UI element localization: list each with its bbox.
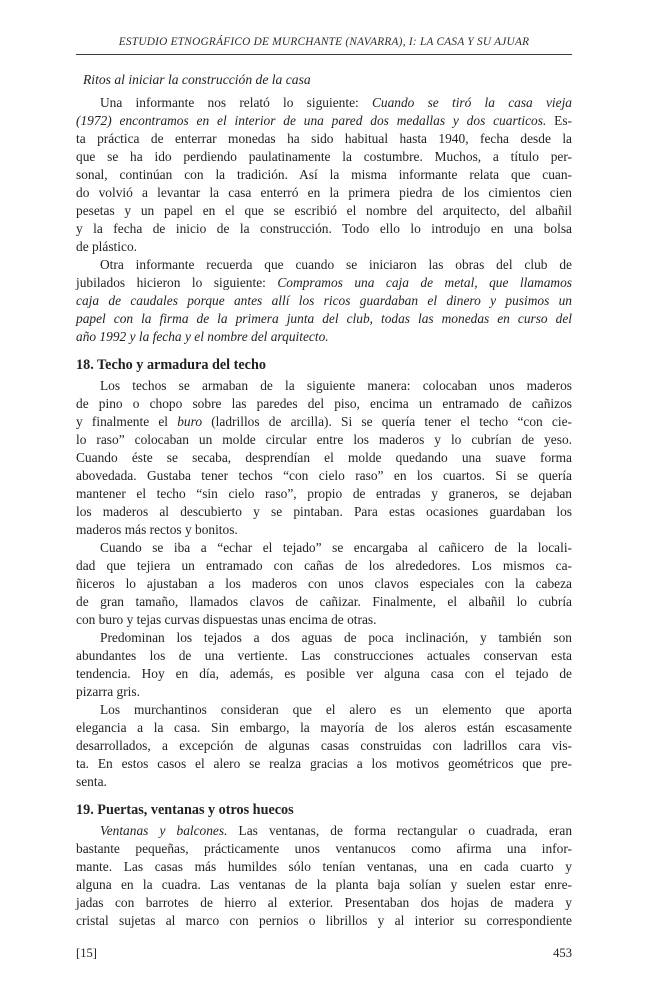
text-run: Cuando éste se secaba, desprendían el molde quedando una suave forma <box>76 450 572 465</box>
paragraph <box>76 377 572 539</box>
paragraph <box>76 94 572 256</box>
text-line <box>76 292 572 310</box>
text-run: Los murchantinos consideran que el alero es un elemento que aporta <box>100 702 572 717</box>
text-run: ta. En estos casos el alero se realza gracias a los motivos geométricos que pre- <box>76 756 572 771</box>
text-line <box>76 220 572 238</box>
text-line <box>76 112 572 130</box>
text-run: Es- <box>546 113 573 128</box>
text-line <box>76 858 572 876</box>
text-run: senta. <box>76 774 107 789</box>
text-line <box>76 94 572 112</box>
text-line <box>76 876 572 894</box>
text-run: Otra informante recuerda que cuando se iniciaron las obras del club de <box>100 257 572 272</box>
text-run: pizarra gris. <box>76 684 140 699</box>
text-run: los maderos al descubierto y se pintaban. Para estas ocasiones guardaban los <box>76 504 572 519</box>
paragraph <box>76 629 572 701</box>
text-run: lo raso” colocaban un molde circular entre los maderos y lo cubrían de yeso. <box>76 432 572 447</box>
text-line <box>76 912 572 930</box>
text-run: alguna en la cuadra. Las ventanas de la planta baja solían y suelen estar enre- <box>76 877 572 892</box>
text-run: tendencia. Hoy en día, además, es posible ver alguna casa con el tejado de <box>76 666 572 681</box>
text-run: buro <box>177 414 203 429</box>
text-run: mantener el techo “sin cielo raso”, propio de entradas y graneros, se dejaban <box>76 486 572 501</box>
text-line <box>76 575 572 593</box>
text-line <box>76 557 572 575</box>
text-run: Una informante nos relató lo siguiente: <box>100 95 372 110</box>
text-line <box>76 822 572 840</box>
text-run: sonal, continúan con la tradición. Así la misma informante relata que cuan- <box>76 167 572 182</box>
text-run: y finalmente el <box>76 414 178 429</box>
text-line <box>76 521 572 539</box>
text-line <box>76 166 572 184</box>
paragraph <box>76 701 572 791</box>
text-run: con buro y tejas curvas dispuestas unas encima de otras. <box>76 612 377 627</box>
text-line <box>76 611 572 629</box>
text-line <box>76 328 572 346</box>
paragraph <box>76 822 572 930</box>
text-line <box>76 503 572 521</box>
text-run: de pino o chopo sobre las paredes del piso, encima un entramado de cañizos <box>76 396 572 411</box>
text-run: dad que tejiera un entramado con cañas de los alrededores. Los mismos ca- <box>76 558 572 573</box>
text-line <box>76 202 572 220</box>
text-line <box>76 647 572 665</box>
page-content <box>76 71 572 930</box>
text-run: ta práctica de enterrar monedas ha sido habitual hasta 1940, fecha desde la <box>76 131 572 146</box>
text-run: Cuando se tiró la casa vieja <box>371 95 572 110</box>
paragraph <box>76 539 572 629</box>
text-line <box>76 395 572 413</box>
text-column <box>76 36 572 930</box>
text-run: papel con la firma de la primera junta del club, todas las monedas en curso del <box>76 311 572 326</box>
text-run: ñiceros lo ajustaban a los maderos con unos clavos especiales con la cabeza <box>76 576 572 591</box>
text-run: caja de caudales porque antes allí los ricos guardaban el dinero y pusimos un <box>76 293 572 308</box>
text-run: jadas con barrotes de hierro al exterior. Presentaban dos hojas de madera y <box>76 895 572 910</box>
text-run: elegancia a la casa. Sin embargo, la mayoría de los aleros están escasamente <box>76 720 572 735</box>
text-run: Las ventanas, de forma rectangular o cuadrada, eran <box>227 823 573 838</box>
text-line <box>76 485 572 503</box>
text-run: do volvió a levantar la casa enterró en la primera piedra de los cimientos cien <box>76 185 572 200</box>
text-line <box>76 449 572 467</box>
footer-page-number: 453 <box>553 946 572 960</box>
header-rule <box>76 54 572 55</box>
page-footer <box>76 946 572 961</box>
text-run: pesetas y un papel en el que se escribió el nombre del arquitecto, del albañil <box>76 203 572 218</box>
text-run: año 1992 y la fecha y el nombre del arquitecto. <box>76 329 329 344</box>
text-line <box>76 755 572 773</box>
text-run: cristal sujetas al marco con pernios o librillos y al interior su correspondiente <box>76 913 572 928</box>
text-line <box>76 377 572 395</box>
text-line <box>76 274 572 292</box>
text-line <box>76 238 572 256</box>
text-run: Cuando se iba a “echar el tejado” se encargaba al cañicero de la locali- <box>100 540 572 555</box>
text-line <box>76 665 572 683</box>
text-line <box>76 130 572 148</box>
text-run: que se ha ido perdiendo paulatinamente la costumbre. Muchos, a título per- <box>76 149 572 164</box>
section-heading: 19. Puertas, ventanas y otros huecos <box>76 802 294 818</box>
text-run: (1972) encontramos en el interior de una pared dos medallas y dos cuarticos. <box>76 113 547 128</box>
footer-folio-left: [15] <box>76 946 97 960</box>
text-line <box>76 431 572 449</box>
text-line <box>76 310 572 328</box>
text-run: bastante pequeñas, prácticamente unos ventanucos como afirma una infor- <box>76 841 572 856</box>
text-run: Los techos se armaban de la siguiente manera: colocaban unos maderos <box>100 378 572 393</box>
text-line <box>76 256 572 274</box>
text-run: desarrollados, a excepción de algunas casas construidas con ladrillos cara vis- <box>76 738 572 753</box>
text-line <box>76 840 572 858</box>
text-line <box>76 148 572 166</box>
text-line <box>76 894 572 912</box>
text-line <box>76 629 572 647</box>
text-line <box>76 467 572 485</box>
text-run: de gran tamaño, llamados clavos de cañizar. Finalmente, el albañil lo cubría <box>76 594 572 609</box>
text-run: Ventanas y balcones. <box>100 823 228 838</box>
text-run: (ladrillos de arcilla). Si se quería tener el techo “con cie- <box>202 414 572 429</box>
text-run: abovedada. Gustaba tener techos “con cielo raso” en los cuartos. Si se quería <box>76 468 572 483</box>
section-heading: 18. Techo y armadura del techo <box>76 357 266 373</box>
text-run: y la fecha de inicio de la construcción. Todo ello lo introdujo en una bolsa <box>76 221 572 236</box>
text-run: mante. Las casas más humildes sólo tenían ventanas, una en cada cuarto y <box>76 859 572 874</box>
text-line <box>76 683 572 701</box>
text-line <box>76 737 572 755</box>
text-line <box>76 701 572 719</box>
text-line <box>76 413 572 431</box>
text-run: jubilados hicieron lo siguiente: <box>76 275 278 290</box>
text-line <box>76 593 572 611</box>
text-run: abundantes los de una vertiente. Las construcciones actuales conservan esta <box>76 648 572 663</box>
text-line <box>76 184 572 202</box>
text-run: Compramos una caja de metal, que llamamos <box>277 275 573 290</box>
text-line <box>76 539 572 557</box>
text-run: de plástico. <box>76 239 137 254</box>
paragraph <box>76 256 572 346</box>
subheading: Ritos al iniciar la construcción de la casa <box>83 72 311 87</box>
text-line <box>76 719 572 737</box>
text-run: maderos más rectos y bonitos. <box>76 522 238 537</box>
running-head: ESTUDIO ETNOGRÁFICO DE MURCHANTE (NAVARRA), I: LA CASA Y SU AJUAR <box>118 36 530 48</box>
text-line <box>76 773 572 791</box>
text-run: Predominan los tejados a dos aguas de poca inclinación, y también son <box>100 630 572 645</box>
